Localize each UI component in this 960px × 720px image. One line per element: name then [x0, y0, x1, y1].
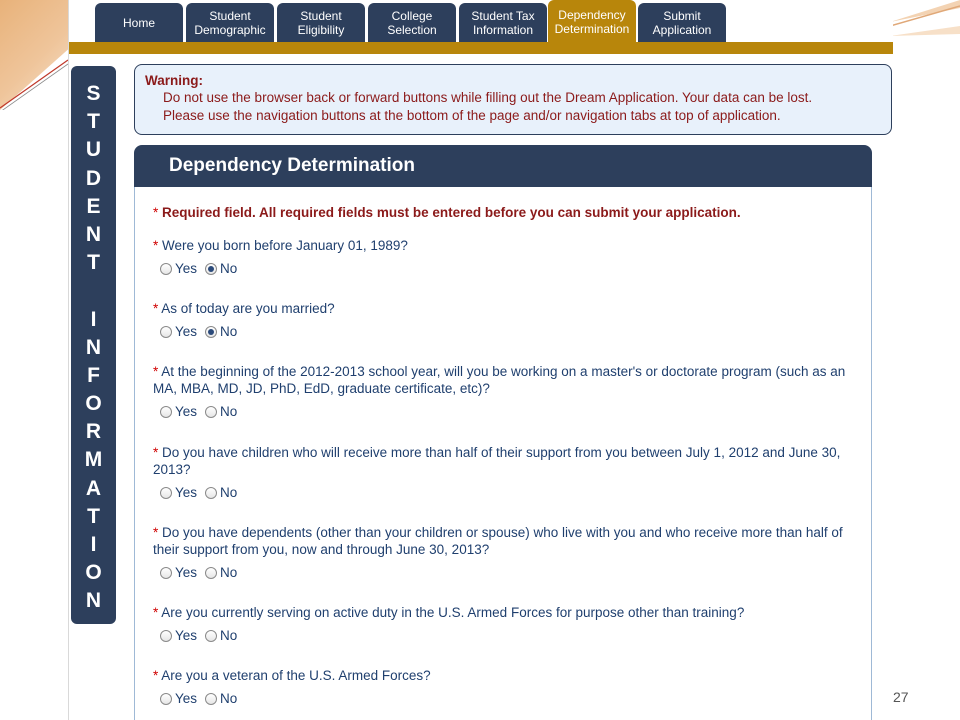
question-item — [153, 300, 863, 339]
question-item — [153, 604, 863, 643]
side-panel-letter: A — [85, 476, 102, 500]
navigation-tab-bar — [69, 0, 893, 42]
question-item — [153, 667, 863, 706]
radio-no-label: No — [220, 404, 238, 419]
side-panel-letter: F — [87, 363, 100, 387]
side-panel-letter: I — [90, 533, 97, 556]
tab-student-demographic[interactable]: Student Demographic — [186, 3, 274, 43]
side-panel-letter: T — [87, 504, 100, 528]
form-title: Dependency Determination — [134, 145, 872, 187]
tab-home[interactable]: Home — [95, 3, 183, 43]
side-panel-letter: S — [86, 82, 101, 105]
side-panel-letter: D — [85, 166, 102, 190]
side-panel-letter — [71, 277, 116, 305]
radio-yes[interactable] — [160, 406, 172, 418]
radio-yes-label: Yes — [175, 565, 198, 580]
radio-no-label: No — [220, 628, 238, 643]
question-item — [153, 237, 863, 276]
yes-no-radio-group — [153, 324, 863, 339]
tab-submit-application[interactable]: Submit Application — [638, 3, 726, 43]
slide-number: 27 — [893, 689, 909, 705]
student-information-side-panel — [71, 66, 116, 624]
warning-box — [134, 64, 892, 135]
required-star: * — [153, 525, 159, 540]
side-panel-letter: N — [85, 222, 102, 246]
question-label: Do you have dependents (other than your children or spouse) who live with you and who receive more than half of their support from you, now and through June 30, 2013? — [153, 525, 843, 557]
required-star: * — [153, 301, 159, 316]
question-label: As of today are you married? — [161, 301, 335, 316]
radio-yes[interactable] — [160, 487, 172, 499]
radio-no[interactable] — [205, 630, 217, 642]
tab-student-tax-information[interactable]: Student Tax Information — [459, 3, 547, 43]
warning-line-1: Do not use the browser back or forward buttons while filling out the Dream Application. Your data can be lost. — [163, 90, 813, 105]
question-text — [153, 237, 863, 254]
radio-no[interactable] — [205, 406, 217, 418]
radio-no[interactable] — [205, 263, 217, 275]
tab-dependency-determination[interactable]: Dependency Determination — [548, 0, 636, 43]
required-star: * — [153, 205, 159, 220]
warning-title: Warning: — [145, 73, 203, 88]
side-panel-letter: N — [85, 335, 102, 359]
side-panel-letter: R — [85, 420, 102, 444]
dependency-form — [134, 187, 872, 720]
slide-corner-line-left — [0, 0, 68, 110]
required-star: * — [153, 605, 159, 620]
radio-yes-label: Yes — [175, 628, 198, 643]
question-item — [153, 524, 863, 580]
radio-no[interactable] — [205, 567, 217, 579]
side-panel-letter: O — [85, 392, 102, 416]
radio-no[interactable] — [205, 326, 217, 338]
radio-no[interactable] — [205, 693, 217, 705]
slide-corner-decoration-right — [890, 0, 960, 60]
radio-yes-label: Yes — [175, 261, 198, 276]
question-text — [153, 524, 863, 558]
radio-no-label: No — [220, 565, 238, 580]
radio-no[interactable] — [205, 487, 217, 499]
yes-no-radio-group — [153, 404, 863, 419]
tab-underline-bar — [69, 42, 893, 54]
question-label: Are you currently serving on active duty in the U.S. Armed Forces for purpose other than training? — [161, 605, 745, 620]
side-panel-letter: U — [85, 138, 102, 162]
question-text — [153, 444, 863, 478]
question-label: At the beginning of the 2012-2013 school year, will you be working on a master's or doctorate program (such as an MA, MBA, MD, JD, PhD, EdD, graduate certificate, etc)? — [153, 364, 846, 396]
question-label: Are you a veteran of the U.S. Armed Forces? — [161, 668, 431, 683]
required-note-text: Required field. All required fields must be entered before you can submit your application. — [162, 205, 741, 220]
tab-college-selection[interactable]: College Selection — [368, 3, 456, 43]
yes-no-radio-group — [153, 261, 863, 276]
question-label: Were you born before January 01, 1989? — [162, 238, 408, 253]
side-panel-letter: E — [86, 194, 101, 218]
radio-yes-label: Yes — [175, 324, 198, 339]
required-field-note — [153, 205, 741, 220]
question-item — [153, 444, 863, 500]
radio-yes-label: Yes — [175, 485, 198, 500]
question-item — [153, 363, 863, 419]
side-panel-letter: N — [85, 589, 102, 613]
radio-yes[interactable] — [160, 326, 172, 338]
required-star: * — [153, 238, 159, 253]
side-panel-letter: T — [87, 251, 100, 275]
radio-yes[interactable] — [160, 567, 172, 579]
yes-no-radio-group — [153, 485, 863, 500]
question-label: Do you have children who will receive more than half of their support from you between July 1, 2012 and June 30, 2013? — [153, 445, 841, 477]
yes-no-radio-group — [153, 565, 863, 580]
question-text — [153, 300, 863, 317]
radio-yes[interactable] — [160, 263, 172, 275]
radio-no-label: No — [220, 324, 238, 339]
tab-student-eligibility[interactable]: Student Eligibility — [277, 3, 365, 43]
radio-yes-label: Yes — [175, 404, 198, 419]
radio-yes[interactable] — [160, 630, 172, 642]
yes-no-radio-group — [153, 628, 863, 643]
question-text — [153, 667, 863, 684]
question-text — [153, 363, 863, 397]
required-star: * — [153, 445, 159, 460]
yes-no-radio-group — [153, 691, 863, 706]
side-panel-letter: T — [87, 110, 100, 134]
required-star: * — [153, 668, 159, 683]
radio-no-label: No — [220, 691, 238, 706]
required-star: * — [153, 364, 159, 379]
dream-application-window — [68, 0, 892, 720]
side-panel-letter: M — [84, 448, 103, 472]
radio-no-label: No — [220, 485, 238, 500]
radio-no-label: No — [220, 261, 238, 276]
question-text — [153, 604, 863, 621]
radio-yes[interactable] — [160, 693, 172, 705]
warning-line-2: Please use the navigation buttons at the bottom of the page and/or navigation tabs at top of application. — [163, 108, 781, 123]
side-panel-letter: O — [85, 561, 102, 585]
side-panel-letter: I — [90, 307, 97, 331]
radio-yes-label: Yes — [175, 691, 198, 706]
